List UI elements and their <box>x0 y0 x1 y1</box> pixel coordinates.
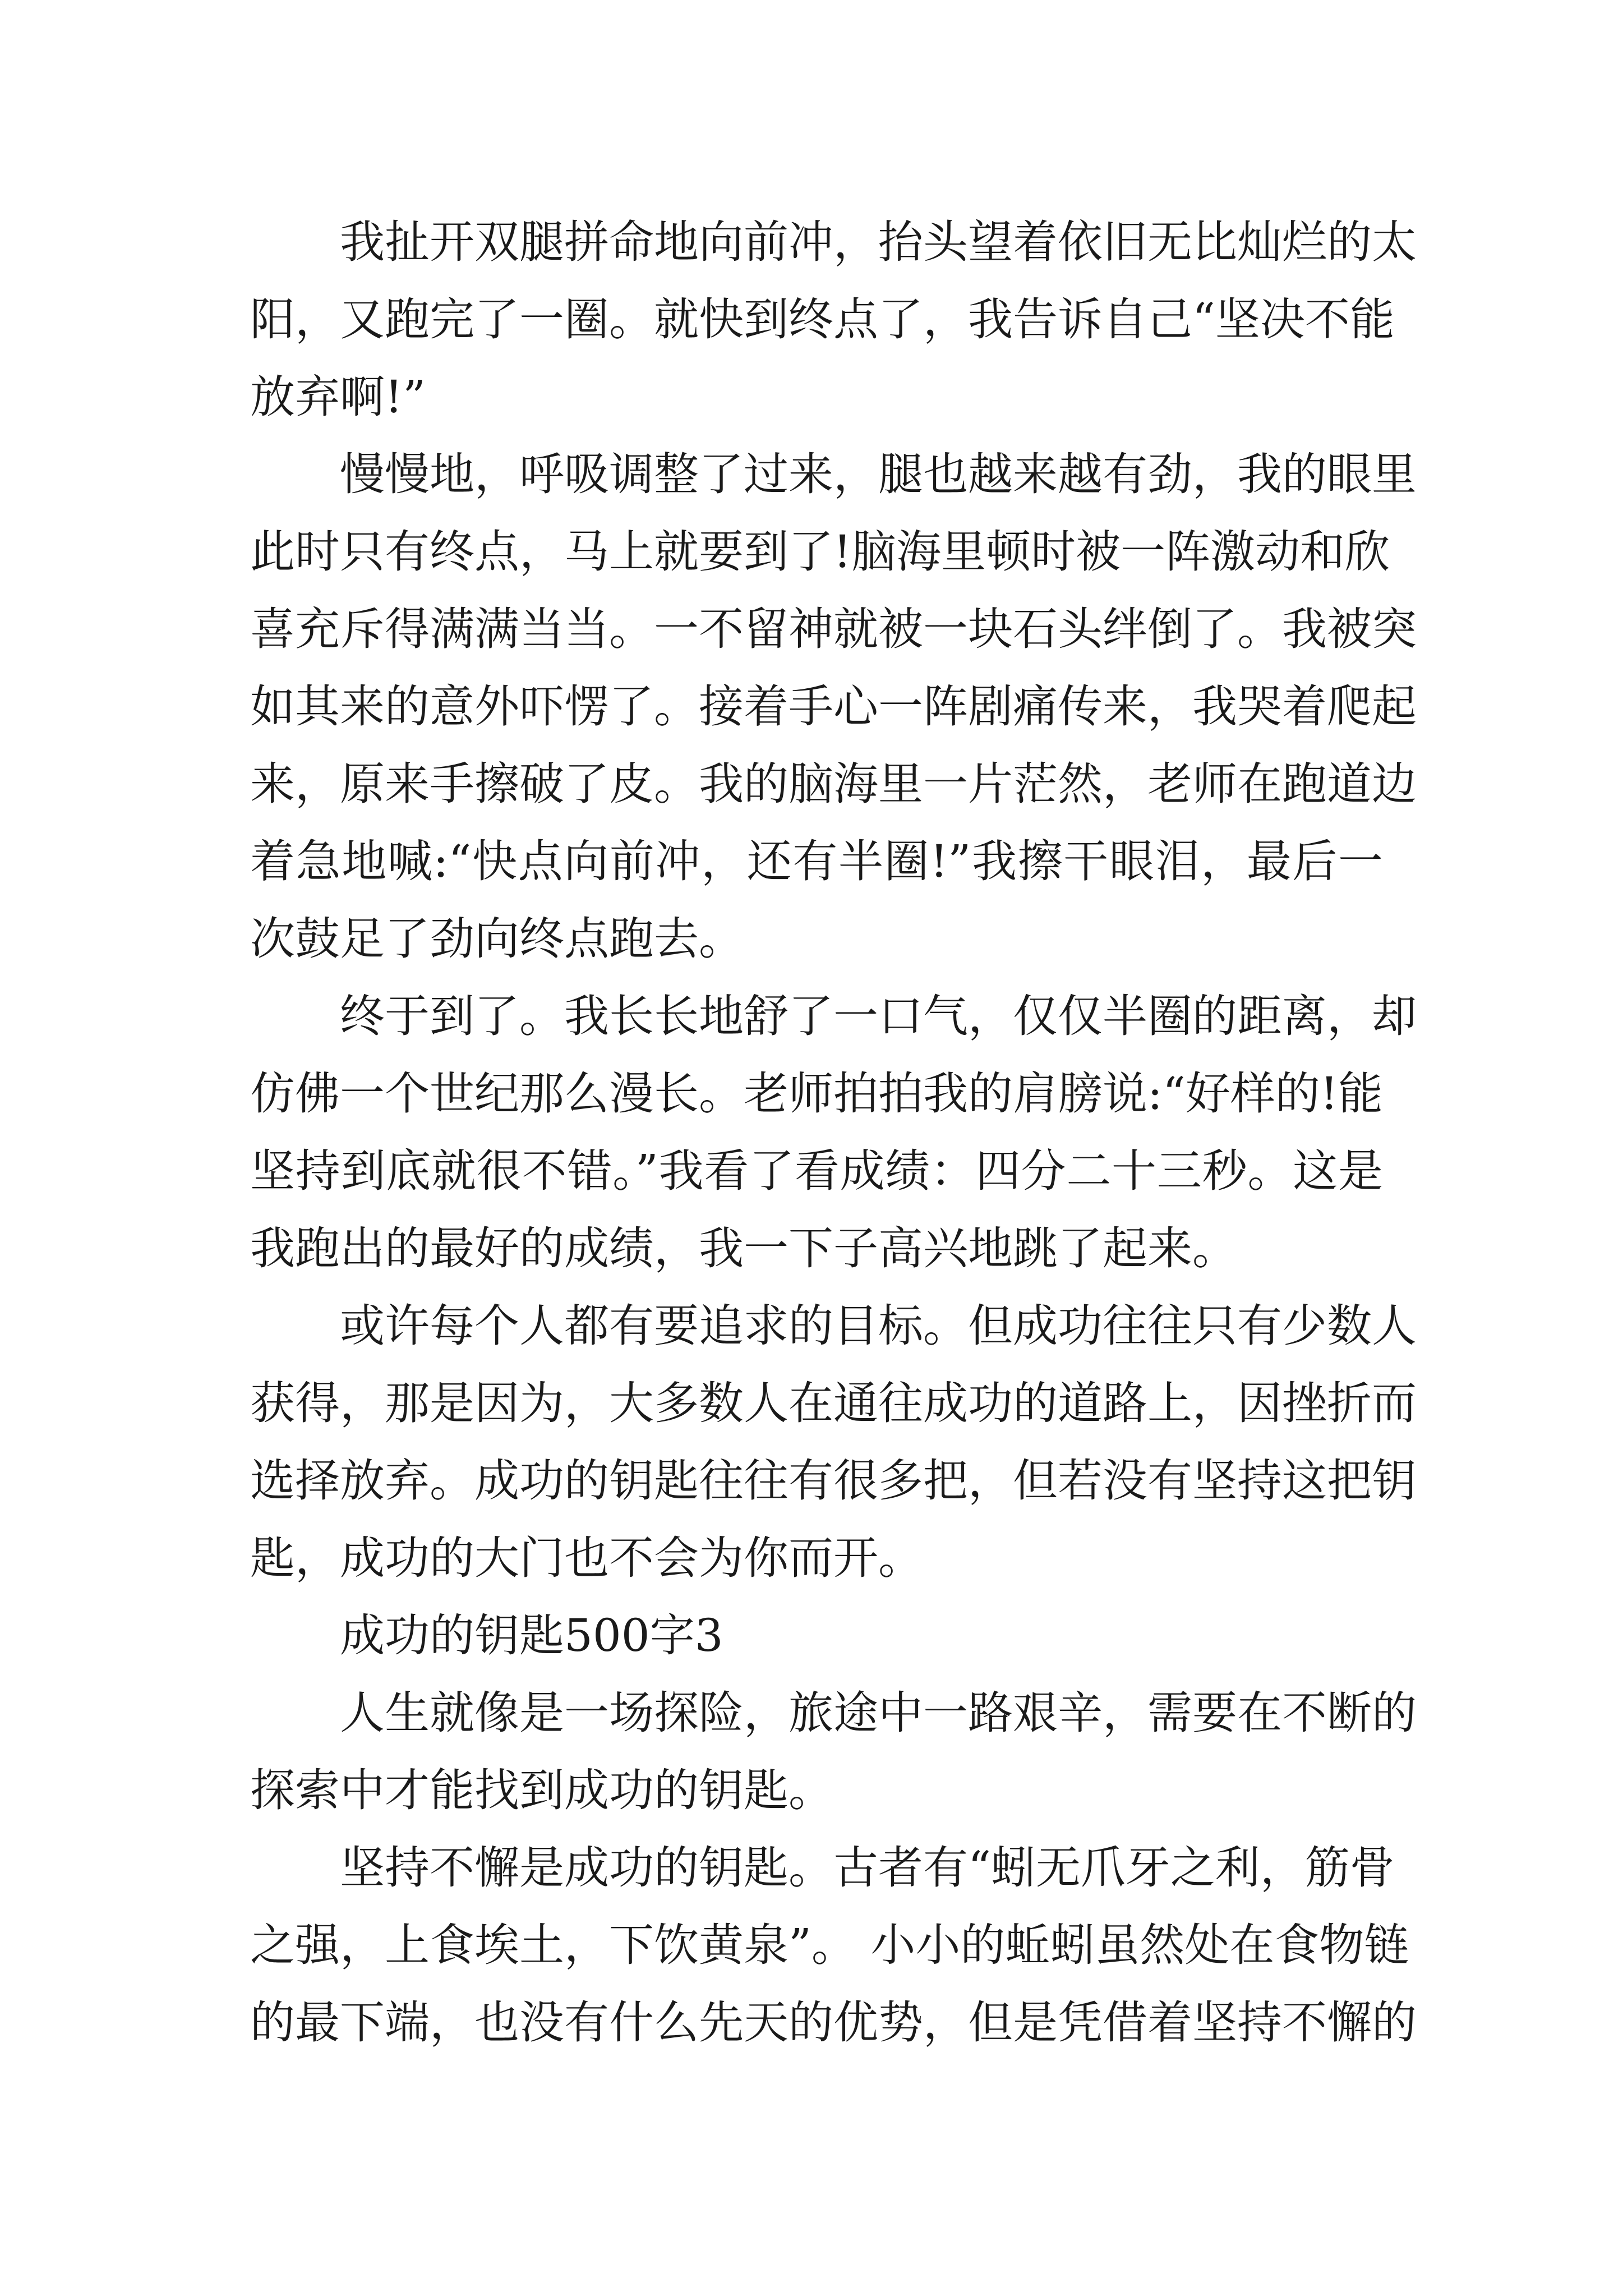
paragraph-line: 仿佛一个世纪那么漫长。老师拍拍我的肩膀说:“好样的!能 <box>250 1068 1383 1120</box>
paragraph-line: 我跑出的最好的成绩，我一下子高兴地跳了起来。 <box>250 1222 1237 1274</box>
paragraph-line: 慢慢地，呼吸调整了过来，腿也越来越有劲，我的眼里 <box>340 448 1417 500</box>
paragraph-line: 阳，又跑完了一圈。就快到终点了，我告诉自己“坚决不能 <box>250 293 1395 346</box>
paragraph-line: 匙，成功的大门也不会为你而开。 <box>250 1532 923 1584</box>
paragraph-line: 坚持不懈是成功的钥匙。古者有“蚓无爪牙之利，筋骨 <box>340 1842 1395 1894</box>
paragraph-line: 此时只有终点，马上就要到了!脑海里顿时被一阵激动和欣 <box>250 526 1390 578</box>
paragraph-line: 喜充斥得满满当当。一不留神就被一块石头绊倒了。我被突 <box>250 603 1417 655</box>
paragraph-line: 我扯开双腿拼命地向前冲，抬头望着依旧无比灿烂的太 <box>340 216 1417 268</box>
paragraph-line: 来，原来手擦破了皮。我的脑海里一片茫然，老师在跑道边 <box>250 758 1417 810</box>
paragraph-line: 着急地喊:“快点向前冲，还有半圈!”我擦干眼泪，最后一 <box>250 835 1383 887</box>
paragraph-line: 之强，上食埃土，下饮黄泉”。 小小的蚯蚓虽然处在食物链 <box>250 1919 1409 1971</box>
paragraph-line: 坚持到底就很不错。”我看了看成绩：四分二十三秒。这是 <box>250 1145 1383 1197</box>
paragraph-line: 人生就像是一场探险，旅途中一路艰辛，需要在不断的 <box>340 1687 1417 1739</box>
paragraph-line: 或许每个人都有要追求的目标。但成功往往只有少数人 <box>340 1300 1417 1352</box>
paragraph-line: 次鼓足了劲向终点跑去。 <box>250 913 744 965</box>
paragraph-line: 的最下端，也没有什么先天的优势，但是凭借着坚持不懈的 <box>250 1996 1417 2049</box>
paragraph-line: 探索中才能找到成功的钥匙。 <box>250 1764 833 1816</box>
paragraph-line: 如其来的意外吓愣了。接着手心一阵剧痛传来，我哭着爬起 <box>250 680 1417 733</box>
paragraph-line: 终于到了。我长长地舒了一口气，仅仅半圈的距离，却 <box>340 990 1417 1042</box>
paragraph-line: 选择放弃。成功的钥匙往往有很多把，但若没有坚持这把钥 <box>250 1455 1417 1507</box>
paragraph-line: 获得，那是因为，大多数人在通往成功的道路上，因挫折而 <box>250 1377 1417 1429</box>
section-heading: 成功的钥匙500字3 <box>340 1609 723 1662</box>
paragraph-line: 放弃啊!” <box>250 371 426 423</box>
